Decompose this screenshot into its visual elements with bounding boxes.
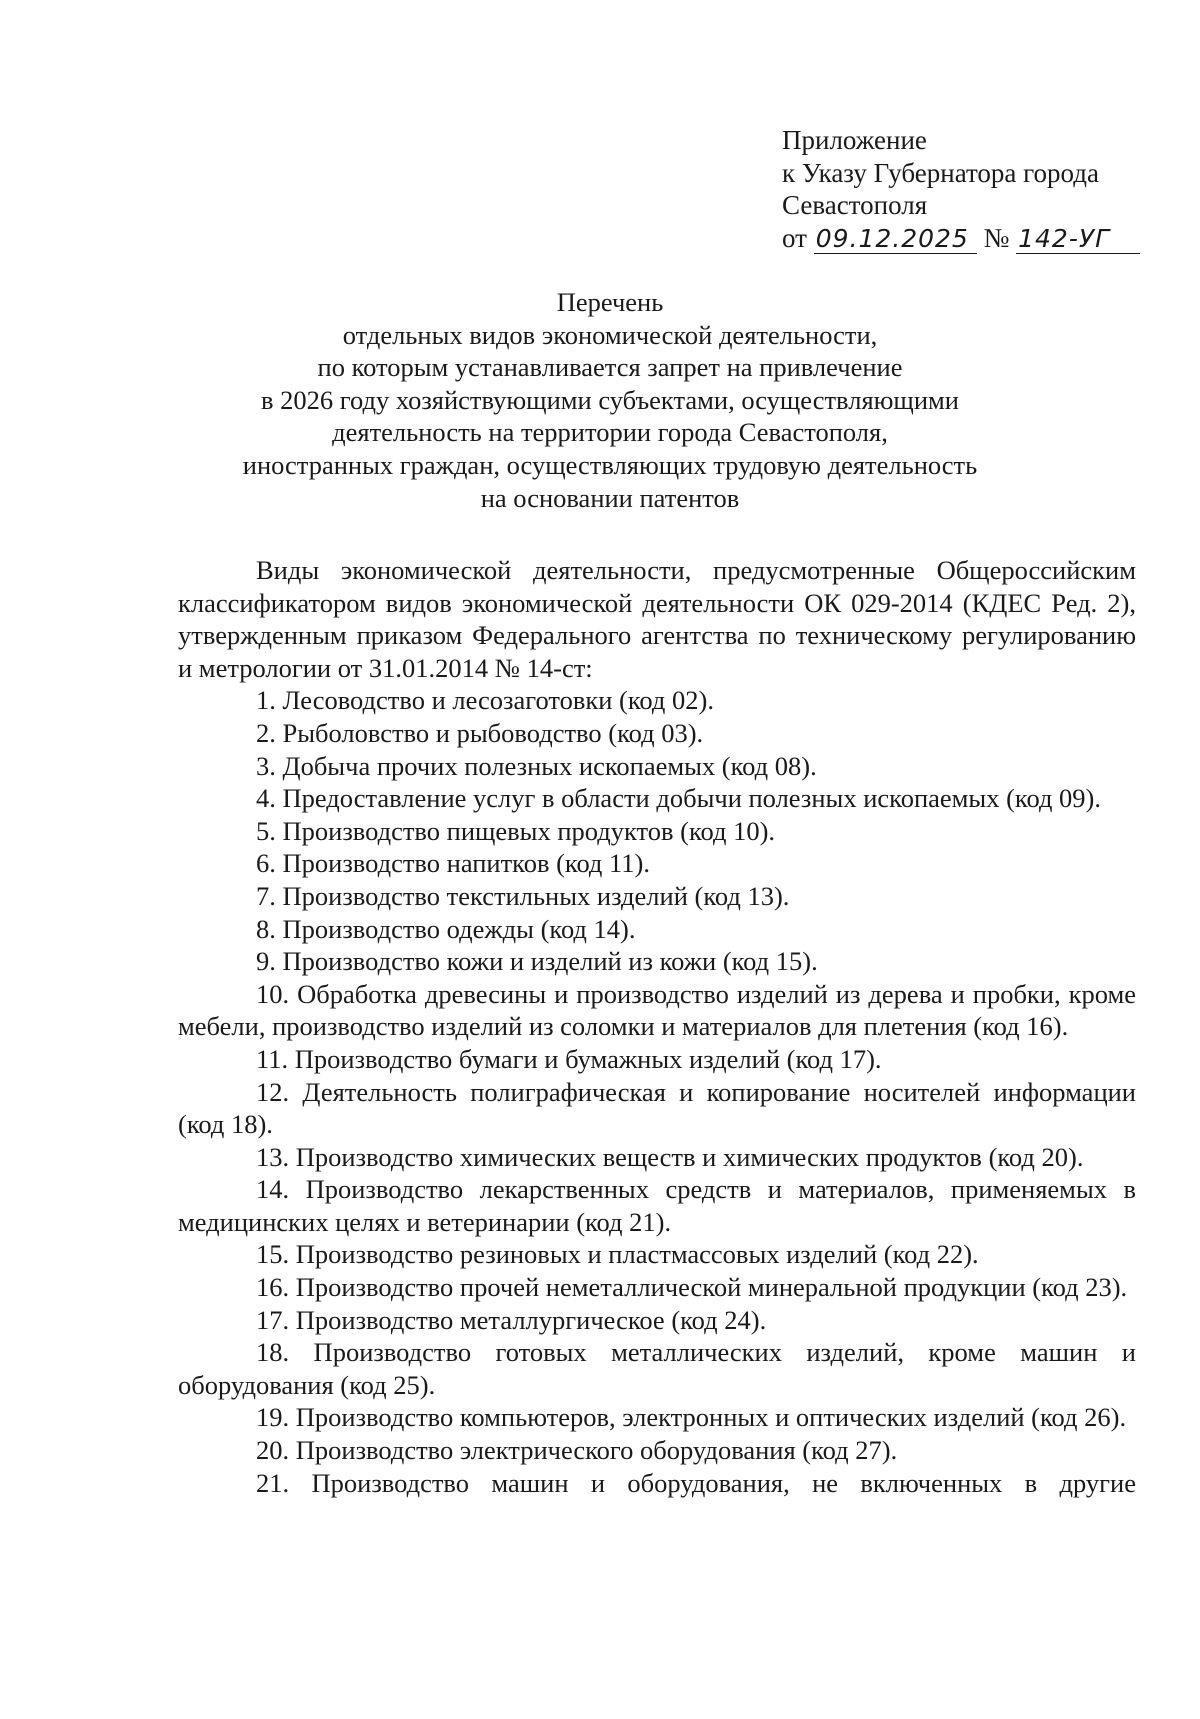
list-item: 15. Производство резиновых и пластмассовых изделий (код 22). <box>256 1239 979 1270</box>
appendix-decree-ref: к Указу Губернатора города <box>782 157 1099 188</box>
list-item: 1. Лесоводство и лесозаготовки (код 02). <box>256 685 714 716</box>
list-item: 7. Производство текстильных изделий (код 13). <box>256 880 790 911</box>
list-item: 4. Предоставление услуг в области добычи полезных ископаемых (код 09). <box>256 783 1101 814</box>
decree-date: 09.12.2025 <box>814 224 977 254</box>
list-item: 11. Производство бумаги и бумажных изделий (код 17). <box>256 1043 882 1074</box>
activity-list <box>178 684 1136 1499</box>
appendix-city: Севастополя <box>782 190 928 220</box>
title-line: иностранных граждан, осуществляющих трудовую деятельность <box>242 449 978 480</box>
title-line: отдельных видов экономической деятельности, <box>342 319 878 350</box>
appendix-block <box>782 124 1140 255</box>
document-body <box>178 554 1136 1499</box>
list-item: 16. Производство прочей неметаллической минеральной продукции (код 23). <box>256 1272 1128 1303</box>
title-line: на основании патентов <box>480 482 740 513</box>
list-item: 19. Производство компьютеров, электронных и оптических изделий (код 26). <box>256 1402 1127 1433</box>
list-item: 9. Производство кожи и изделий из кожи (код 15). <box>256 946 818 977</box>
title-line: в 2026 году хозяйствующими субъектами, осуществляющими <box>261 384 959 415</box>
decree-number: 142-УГ <box>1016 224 1140 254</box>
document-title <box>180 286 1040 514</box>
list-item: 12. Деятельность полиграфическая и копирование носителей информации (код 18). <box>178 1076 1136 1140</box>
number-sign: № <box>983 222 1010 253</box>
date-prefix: от <box>782 222 807 253</box>
list-item: 6. Производство напитков (код 11). <box>256 848 651 879</box>
title-heading: Перечень <box>556 287 664 317</box>
intro-paragraph: Виды экономической деятельности, предусмотренные Общероссийским классификатором видов экономической деятельности ОК 029-2014 (КДЕС Ред. 2), утвержденным приказом Федерального агентства по техническому регулированию и метрологии от 31.01.2014 № 14-ст: <box>178 555 1136 683</box>
list-item: 20. Производство электрического оборудования (код 27). <box>256 1435 898 1466</box>
list-item: 2. Рыболовство и рыбоводство (код 03). <box>256 717 704 748</box>
list-item: 5. Производство пищевых продуктов (код 10). <box>256 815 776 846</box>
title-line: деятельность на территории города Севастополя, <box>332 417 888 448</box>
list-item: 18. Производство готовых металлических изделий, кроме машин и оборудования (код 25). <box>178 1337 1136 1400</box>
list-item: 14. Производство лекарственных средств и материалов, применяемых в медицинских целях и ветеринарии (код 21). <box>178 1174 1136 1237</box>
list-item: 10. Обработка древесины и производство изделий из дерева и пробки, кроме мебели, производство изделий из соломки и материалов для плетения (код 16). <box>178 978 1136 1042</box>
appendix-date-line <box>782 222 1140 256</box>
list-item: 13. Производство химических веществ и химических продуктов (код 20). <box>256 1141 1084 1172</box>
list-item: 8. Производство одежды (код 14). <box>256 913 636 944</box>
list-item: 17. Производство металлургическое (код 24). <box>256 1304 767 1335</box>
title-line: по которым устанавливается запрет на привлечение <box>317 352 903 383</box>
appendix-label: Приложение <box>782 125 927 155</box>
list-item: 21. Производство машин и оборудования, не включенных в другие <box>256 1467 1136 1498</box>
list-item: 3. Добыча прочих полезных ископаемых (код 08). <box>256 750 817 781</box>
